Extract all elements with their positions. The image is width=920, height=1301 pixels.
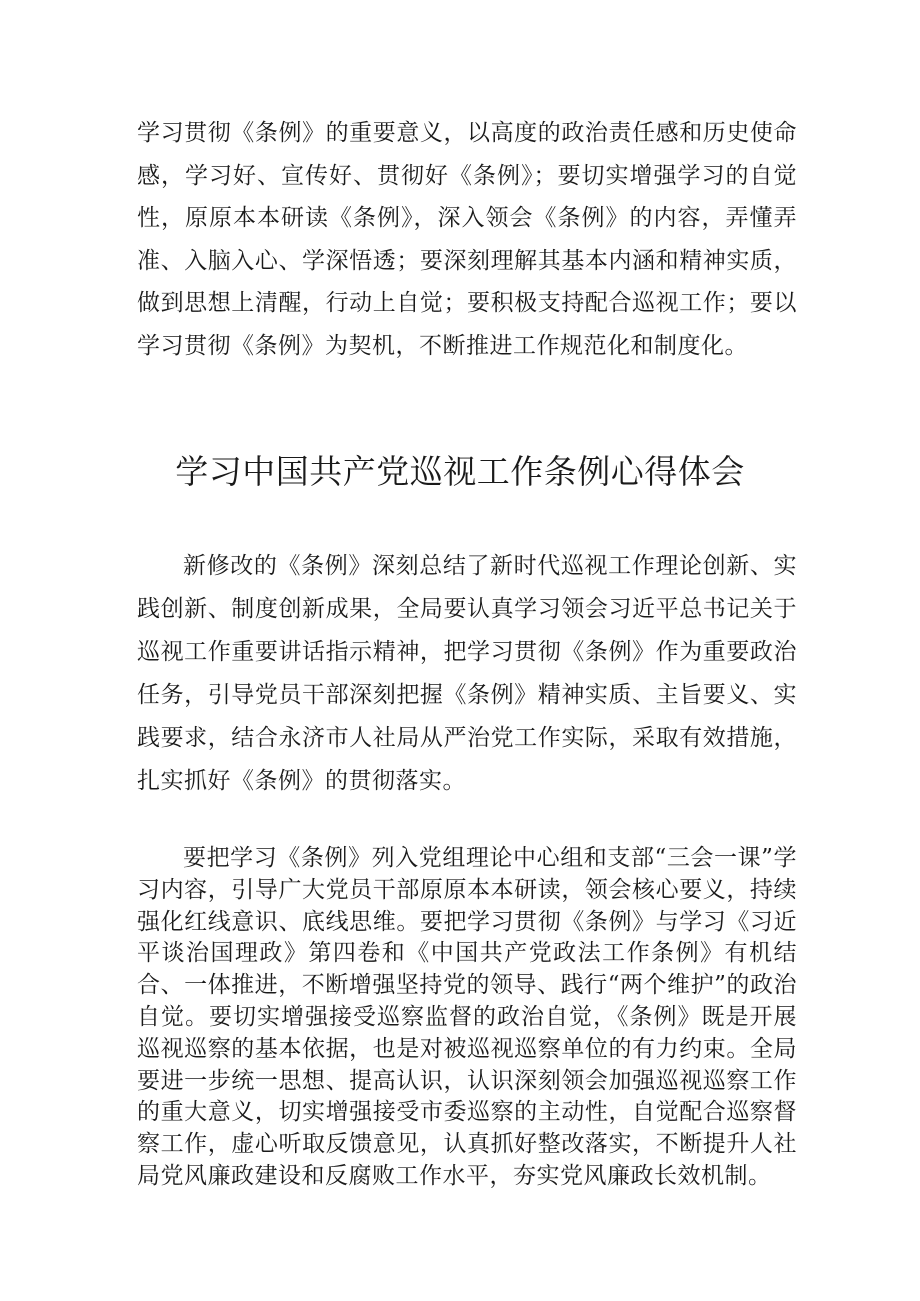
body-paragraph-2: 要把学习《条例》列入党组理论中心组和支部“三会一课”学习内容，引导广大党员干部原原本本研读，领会核心要义，持续强化红线意识、底线思维。要把学习贯彻《条例》与学习《习近平谈治国理政》第四卷和《中国共产党政法工作条例》有机结合、一体推进，不断增强坚持党的领导、践行“两个维护”的政治自觉。要切实增强接受巡察监督的政治自觉，《条例》既是开展巡视巡察的基本依据，也是对被巡视巡察单位的有力约束。全局要进一步统一思想、提高认识，认识深刻领会加强巡视巡察工作的重大意义，切实增强接受市委巡察的主动性，自觉配合巡察督察工作，虚心听取反馈意见，认真抓好整改落实，不断提升人社局党风廉政建设和反腐败工作水平，夯实党风廉政长效机制。 xyxy=(137,845,797,1189)
document-title: 学习中国共产党巡视工作条例心得体会 xyxy=(175,452,745,491)
body-paragraph-1: 新修改的《条例》深刻总结了新时代巡视工作理论创新、实践创新、制度创新成果，全局要认真学习领会习近平总书记关于巡视工作重要讲话指示精神，把学习贯彻《条例》作为重要政治任务，引导党员干部深刻把握《条例》精神实质、主旨要义、实践要求，结合永济市人社局从严治党工作实际，采取有效措施，扎实抓好《条例》的贯彻落实。 xyxy=(137,553,797,794)
intro-paragraph: 学习贯彻《条例》的重要意义，以高度的政治责任感和历史使命感，学习好、宣传好、贯彻好《条例》；要切实增强学习的自觉性，原原本本研读《条例》，深入领会《条例》的内容，弄懂弄准、入脑入心、学深悟透；要深刻理解其基本内涵和精神实质，做到思想上清醒，行动上自觉；要积极支持配合巡视工作；要以学习贯彻《条例》为契机，不断推进工作规范化和制度化。 xyxy=(137,120,797,359)
